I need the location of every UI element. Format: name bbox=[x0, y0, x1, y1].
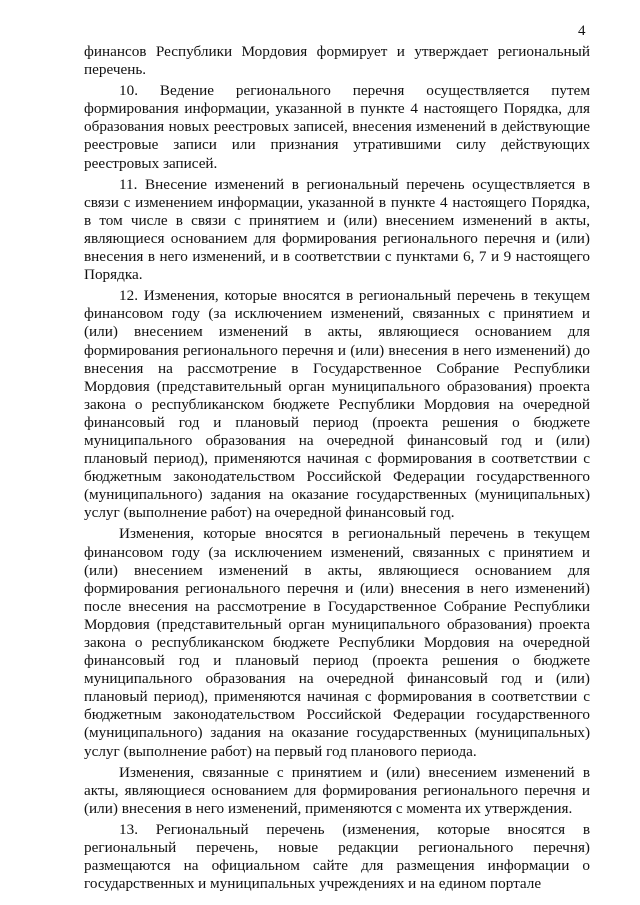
paragraph-item-12-part-2: Изменения, которые вносятся в региональный перечень в текущем финансовом году (за исключением изменений, связанных с принятием и (или) внесением изменений в акты, являющиеся основанием для формирования регионального перечня и (или) внесения в него изменений) после внесения на рассмотрение в Государственное Собрание Республики Мордовия (представительный орган муниципального образования) проекта закона о республиканском бюджете Республики Мордовия на очередной финансовый год и плановый период (проекта решения о бюджете муниципального образования на очередной финансовый год и (или) плановый период), применяются начиная с формирования в соответствии с бюджетным законодательством Российской Федерации государственного (муниципального) задания на оказание государственных (муниципальных) услуг (выполнение работ) на первый год планового периода. bbox=[84, 525, 590, 760]
paragraph-item-12-part-3: Изменения, связанные с принятием и (или) внесением изменений в акты, являющиеся основанием для формирования регионального перечня и (или) внесения в него изменений, применяются с момента их утверждения. bbox=[84, 763, 590, 817]
paragraph-continuation: финансов Республики Мордовия формирует и утверждает региональный перечень. bbox=[84, 43, 590, 79]
page-number: 4 bbox=[578, 23, 586, 39]
paragraph-item-13: 13. Региональный перечень (изменения, которые вносятся в региональный перечень, новые редакции регионального перечня) размещаются на официальном сайте для размещения информации о государственных и муниципальных учреждениях и на едином портале bbox=[84, 820, 590, 893]
document-body bbox=[84, 43, 590, 896]
paragraph-item-12: 12. Изменения, которые вносятся в региональный перечень в текущем финансовом году (за исключением изменений, связанных с принятием и (или) внесением изменений в акты, являющиеся основанием для формирования регионального перечня и (или) внесения в него изменений) до внесения на рассмотрение в Государственное Собрание Республики Мордовия (представительный орган муниципального образования) проекта закона о республиканском бюджете Республики Мордовия на очередной финансовый год и плановый период (проекта решения о бюджете муниципального образования на очередной финансовый год и (или) плановый период), применяются начиная с формирования в соответствии с бюджетным законодательством Российской Федерации государственного (муниципального) задания на оказание государственных (муниципальных) услуг (выполнение работ) на очередной финансовый год. bbox=[84, 287, 590, 522]
paragraph-item-10: 10. Ведение регионального перечня осуществляется путем формирования информации, указанной в пункте 4 настоящего Порядка, для образования новых реестровых записей, внесения изменений в действующие реестровые записи или признания утратившими силу действующих реестровых записей. bbox=[84, 82, 590, 172]
paragraph-item-11: 11. Внесение изменений в региональный перечень осуществляется в связи с изменением информации, указанной в пункте 4 настоящего Порядка, в том числе в связи с принятием и (или) внесением изменений в акты, являющиеся основанием для формирования регионального перечня и (или) внесения в него изменений, и в соответствии с пунктами 6, 7 и 9 настоящего Порядка. bbox=[84, 175, 590, 284]
